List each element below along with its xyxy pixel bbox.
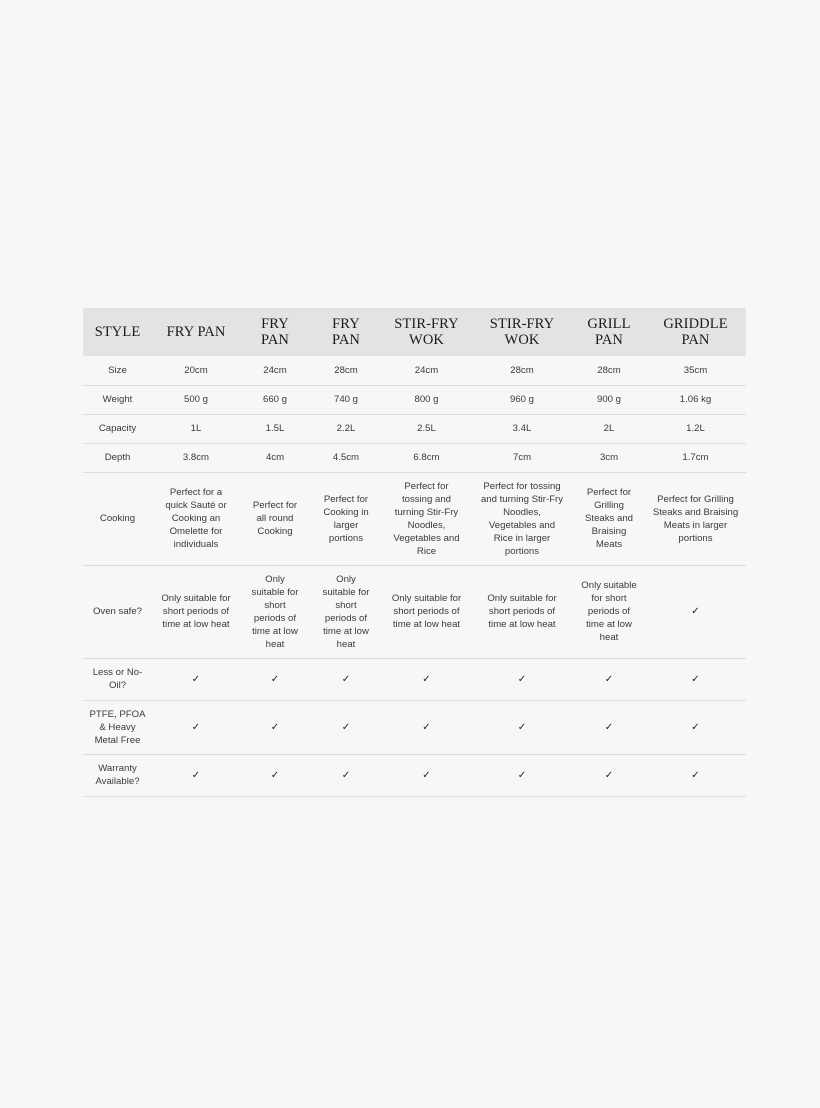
table-cell: 7cm [471,443,573,472]
table-cell: 1.7cm [645,443,746,472]
check-mark: ✓ [152,700,240,754]
table-row-warranty [83,754,746,796]
row-label-warranty: Warranty Available? [83,754,152,796]
check-mark: ✓ [471,754,573,796]
pan-comparison-table [83,308,746,797]
header-style: STYLE [94,324,141,340]
check-mark: ✓ [573,754,645,796]
check-mark: ✓ [573,700,645,754]
table-cell: 4.5cm [310,443,382,472]
check-mark: ✓ [645,565,746,658]
table-cell: 740 g [310,385,382,414]
table-cell: 900 g [573,385,645,414]
table-cell: Only suitable for short periods of time at low heat [240,565,310,658]
check-mark: ✓ [382,658,471,700]
row-label-weight: Weight [83,385,152,414]
check-mark: ✓ [310,754,382,796]
table-header-row [83,308,746,356]
table-cell: 1.06 kg [645,385,746,414]
row-label-ptfe-free: PTFE, PFOA & Heavy Metal Free [83,700,152,754]
check-mark: ✓ [382,700,471,754]
row-label-cooking: Cooking [83,472,152,565]
header-fry-pan-28: FRY PAN [332,316,360,348]
table-cell: Perfect for Cooking in larger portions [310,472,382,565]
table-row-depth [83,443,746,472]
header-grill-pan: GRILL PAN [587,316,631,348]
table-cell: 660 g [240,385,310,414]
table-row-cooking [83,472,746,565]
table-cell: 2.5L [382,414,471,443]
check-mark: ✓ [240,700,310,754]
row-label-capacity: Capacity [83,414,152,443]
header-griddle-pan: GRIDDLE PAN [663,316,728,348]
header-stir-fry-wok-24: STIR-FRY WOK [394,316,459,348]
table-cell: 1L [152,414,240,443]
check-mark: ✓ [645,754,746,796]
table-row-oven-safe [83,565,746,658]
table-cell: 1.2L [645,414,746,443]
row-label-size: Size [83,356,152,385]
table-row-weight [83,385,746,414]
table-cell: Only suitable for short periods of time at low heat [573,565,645,658]
table-cell: 35cm [645,356,746,385]
table-cell: 3.4L [471,414,573,443]
table-cell: 24cm [382,356,471,385]
table-cell: Perfect for Grilling Steaks and Braising Meats in larger portions [645,472,746,565]
table-cell: Perfect for a quick Sauté or Cooking an Omelette for individuals [152,472,240,565]
table-cell: 3.8cm [152,443,240,472]
check-mark: ✓ [240,754,310,796]
check-mark: ✓ [310,658,382,700]
table-cell: 1.5L [240,414,310,443]
table-cell: 2.2L [310,414,382,443]
table-cell: Perfect for tossing and turning Stir-Fry Noodles, Vegetables and Rice in larger portions [471,472,573,565]
check-mark: ✓ [310,700,382,754]
table-row-less-oil [83,658,746,700]
table-cell: Only suitable for short periods of time at low heat [152,565,240,658]
table-cell: Perfect for tossing and turning Stir-Fry Noodles, Vegetables and Rice [382,472,471,565]
table-cell: 6.8cm [382,443,471,472]
table-cell: 800 g [382,385,471,414]
table-cell: 20cm [152,356,240,385]
table-row-size [83,356,746,385]
header-stir-fry-wok-28: STIR-FRY WOK [489,316,555,348]
table-cell: Perfect for Grilling Steaks and Braising Meats [573,472,645,565]
table-cell: 500 g [152,385,240,414]
table-cell: 4cm [240,443,310,472]
check-mark: ✓ [240,658,310,700]
table-cell: Only suitable for short periods of time at low heat [382,565,471,658]
check-mark: ✓ [645,658,746,700]
check-mark: ✓ [152,658,240,700]
table-cell: Perfect for all round Cooking [240,472,310,565]
check-mark: ✓ [573,658,645,700]
table-cell: 2L [573,414,645,443]
check-mark: ✓ [471,658,573,700]
row-label-oven-safe: Oven safe? [83,565,152,658]
table-cell: 28cm [471,356,573,385]
table-cell: Only suitable for short periods of time at low heat [471,565,573,658]
table-cell: 960 g [471,385,573,414]
table-cell: 3cm [573,443,645,472]
table-cell: Only suitable for short periods of time at low heat [310,565,382,658]
table-cell: 28cm [573,356,645,385]
check-mark: ✓ [382,754,471,796]
table-row-ptfe-free [83,700,746,754]
header-fry-pan-24: FRY PAN [261,316,289,348]
row-label-less-oil: Less or No-Oil? [83,658,152,700]
comparison-table-container [83,308,746,797]
check-mark: ✓ [471,700,573,754]
table-cell: 28cm [310,356,382,385]
check-mark: ✓ [152,754,240,796]
table-row-capacity [83,414,746,443]
table-cell: 24cm [240,356,310,385]
header-fry-pan-20: FRY PAN [166,324,226,340]
check-mark: ✓ [645,700,746,754]
row-label-depth: Depth [83,443,152,472]
